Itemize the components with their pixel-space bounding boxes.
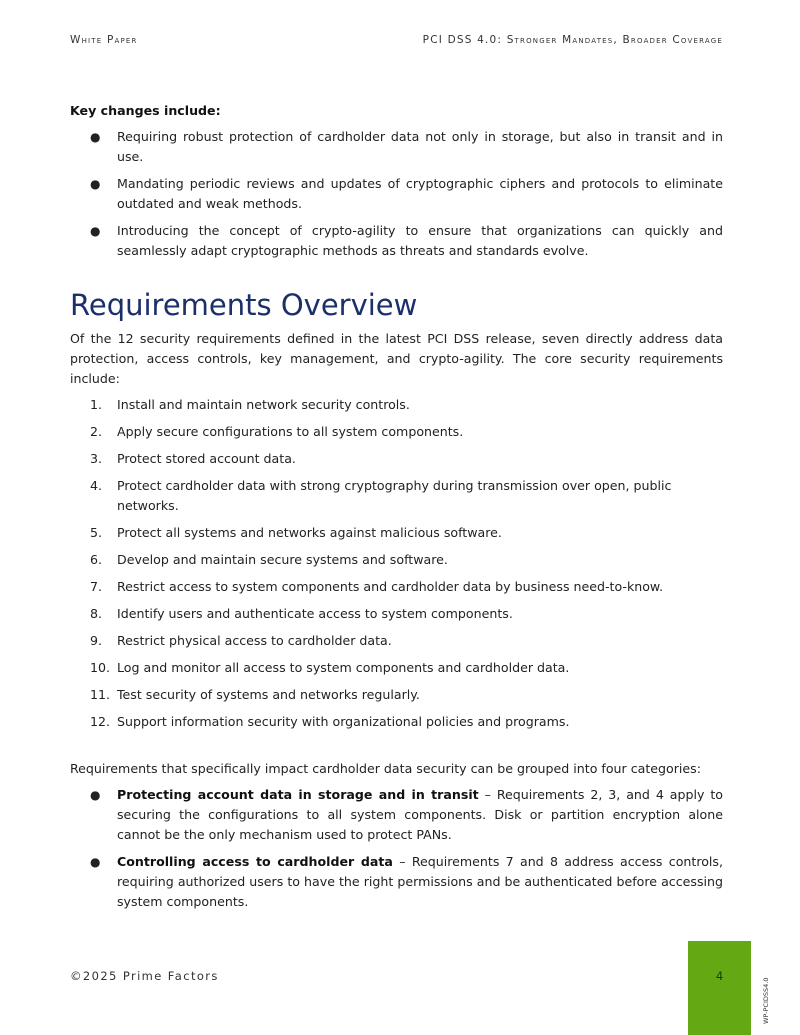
category-lead: Protecting account data in storage and in transit [117,787,479,802]
section-title: Requirements Overview [70,288,418,322]
list-item: ● Introducing the concept of crypto-agility to ensure that organizations can quickly and seamlessly adapt cryptographic methods as threats and standards evolve. [90,223,723,258]
page-header [70,34,723,50]
requirements-list [70,395,723,732]
list-item: 1. Install and maintain network security controls. [90,397,410,412]
bullet-icon: ● [90,224,101,238]
list-item: 8. Identify users and authenticate access to system components. [90,606,513,621]
list-item: 5. Protect all systems and networks against malicious software. [90,525,502,540]
header-doc-title: PCI DSS 4.0: Stronger Mandates, Broader Coverage [422,34,723,46]
list-item: 7. Restrict access to system components and cardholder data by business need-to-know. [90,579,664,594]
list-item: ● Requiring robust protection of cardholder data not only in storage, but also in transit and in use. [90,129,723,164]
page-number: 4 [715,969,724,983]
page-number-box [688,941,751,1035]
categories-list [70,785,723,912]
list-item [70,785,723,845]
key-changes-list [70,127,723,261]
page-content [70,101,723,919]
list-item: 6. Develop and maintain secure systems and software. [90,552,448,567]
category-text: – Requirements 2, 3, and 4 apply to securing the configurations to all system components. Disk or partition encryption alone cannot be the only mechanism used to protect PANs. [117,787,724,842]
list-item: 2. Apply secure configurations to all system components. [90,424,464,439]
categories-intro: Requirements that specifically impact cardholder data security can be grouped into four categories: [70,761,701,776]
key-changes-label: Key changes include: [70,103,221,118]
requirements-intro: Of the 12 security requirements defined in the latest PCI DSS release, seven directly address data protection, access controls, key management, and crypto-agility. The core security requirements include: [70,331,723,386]
header-doc-type: White Paper [70,34,138,46]
bullet-icon: ● [90,177,101,191]
list-item: ● Mandating periodic reviews and updates of cryptographic ciphers and protocols to eliminate outdated and weak methods. [90,176,723,211]
spacer [70,739,723,759]
list-item: 11. Test security of systems and networks regularly. [90,687,420,702]
document-code: WP-PCIDSS4.0 [762,977,770,1024]
list-item: 4. Protect cardholder data with strong cryptography during transmission over open, public networks. [90,478,672,513]
footer-copyright: ©2025 Prime Factors [70,969,219,983]
list-item: 10. Log and monitor all access to system components and cardholder data. [90,660,570,675]
category-text: – Requirements 7 and 8 address access controls, requiring authorized users to have the right permissions and be authenticated before accessing system components. [117,854,723,909]
list-item: 9. Restrict physical access to cardholder data. [90,633,392,648]
bullet-icon: ● [90,130,101,144]
list-item [70,852,723,912]
list-item: 12. Support information security with organizational policies and programs. [90,714,570,729]
list-item: 3. Protect stored account data. [90,451,296,466]
bullet-icon: ● [90,855,101,869]
bullet-icon: ● [90,788,101,802]
category-lead: Controlling access to cardholder data [117,854,393,869]
